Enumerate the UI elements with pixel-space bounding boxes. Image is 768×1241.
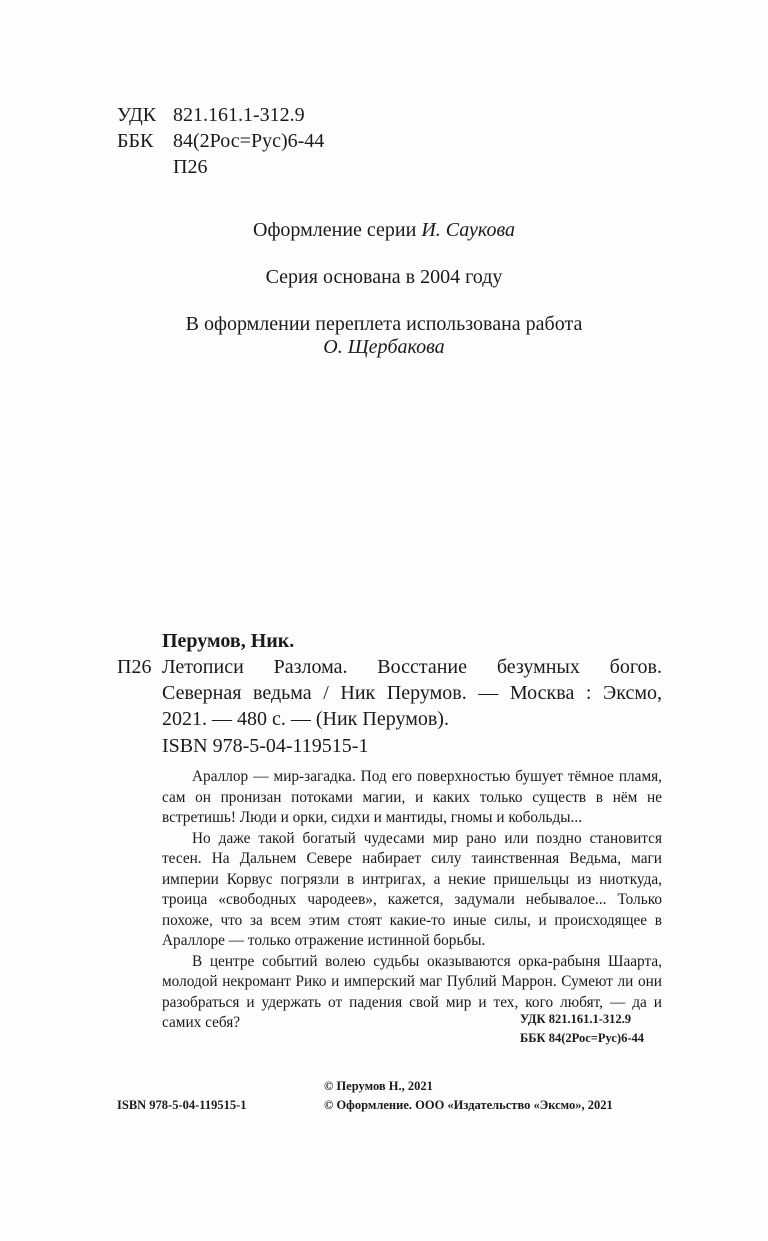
series-designer-name: И. Саукова: [421, 219, 515, 241]
annotation-paragraph: Араллор — мир-загадка. Под его поверхностью бушует тёмное пламя, сам он пронизан потоками магии, и каких только существ в нём не встретишь! Люди и орки, сидхи и мантиды, гномы и кобольды...: [162, 768, 662, 826]
cover-art-credit: В оформлении переплета использована работа: [185, 313, 583, 335]
annotation: [162, 767, 662, 1034]
bbk-label: ББК: [117, 130, 154, 152]
footer-bbk: ББК 84(2Рос=Рус)6-44: [520, 1031, 644, 1045]
copyright-design: © Оформление. ООО «Издательство «Эксмо», 2021: [324, 1098, 613, 1112]
copyright-block: [324, 1077, 613, 1115]
bibliographic-record: [117, 628, 662, 732]
classification-codes: [117, 102, 324, 180]
series-design-credit: Оформление серии И. Саукова: [253, 219, 515, 241]
cover-artist-name: О. Щербакова: [323, 336, 445, 358]
record-line-2: Северная ведьма / Ник Перумов. — Москва : Эксмо,: [162, 682, 662, 704]
series-founded: Серия основана в 2004 году: [265, 266, 503, 288]
author-mark: П26: [173, 156, 208, 178]
udk-row: [117, 102, 324, 128]
record-author: Перумов, Ник.: [162, 630, 295, 652]
copyright-author: © Перумов Н., 2021: [324, 1079, 433, 1093]
footer-udk: УДК 821.161.1-312.9: [520, 1012, 631, 1026]
bbk-row: [117, 128, 324, 154]
udk-value: 821.161.1-312.9: [173, 104, 305, 126]
footer-codes: [520, 1010, 644, 1048]
udk-label: УДК: [117, 104, 157, 126]
footer-isbn: ISBN 978-5-04-119515-1: [117, 1098, 247, 1112]
bbk-value: 84(2Рос=Рус)6-44: [173, 130, 325, 152]
record-line-3: 2021. — 480 с. — (Ник Перумов).: [162, 708, 449, 730]
record-isbn: ISBN 978-5-04-119515-1: [162, 735, 369, 757]
record-mark: П26: [117, 656, 152, 678]
annotation-paragraph: Но даже такой богатый чудесами мир рано или поздно становится тесен. На Дальнем Севере набирает силу таинственная Ведьма, маги империи Корвус погрязли в интригах, а некие пришельцы из ниоткуда, троица «свободных чародеев», кажется, задумали небывалое... Только похоже, что за всем этим стоят какие-то иные силы, и происходящее в Араллоре — только отражение истинной борьбы.: [162, 829, 662, 949]
author-mark-row: [117, 154, 324, 180]
annotation-paragraph: В центре событий волею судьбы оказываются орка-рабыня Шаарта, молодой некромант Рико и имперский маг Публий Маррон. Сумеют ли они разобраться и удержать от падения свой мир и тех, кого любят, — да и самих себя?: [162, 952, 662, 1031]
record-line-1: Летописи Разлома. Восстание безумных богов.: [162, 656, 662, 678]
